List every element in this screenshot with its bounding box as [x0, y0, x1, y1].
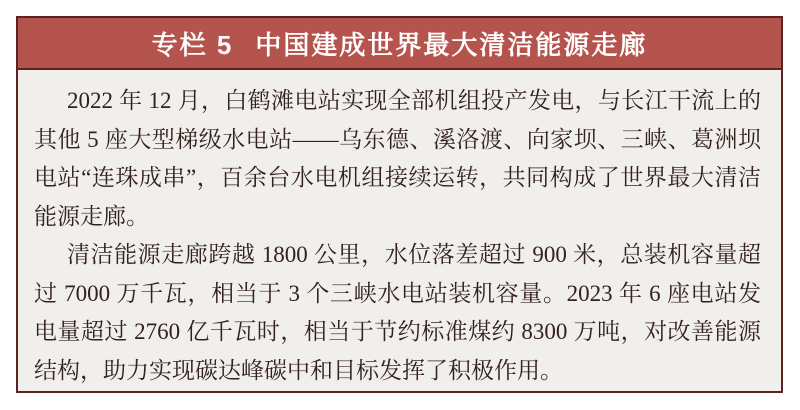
paragraph-1: 2022 年 12 月，白鹤滩电站实现全部机组投产发电，与长江干流上的其他 5 座大型梯级水电站——乌东德、溪洛渡、向家坝、三峡、葛洲坝电站“连珠成串”，百余台水电机组接续运转，共同构成了世界最大清洁能源走廊。	[34, 88, 761, 229]
column-box	[16, 16, 783, 393]
paragraph-2: 清洁能源走廊跨越 1800 公里，水位落差超过 900 米，总装机容量超过 7000 万千瓦，相当于 3 个三峡水电站装机容量。2023 年 6 座电站发电量超过 2760 亿千瓦时，相当于节约标准煤约 8300 万吨，对改善能源结构，助力实现碳达峰碳中和目标发挥了积极作用。	[34, 242, 761, 383]
column-title: 中国建成世界最大清洁能源走廊	[255, 29, 648, 60]
column-body	[18, 70, 781, 391]
column-label: 专栏 5	[151, 29, 234, 60]
column-header	[18, 18, 781, 70]
